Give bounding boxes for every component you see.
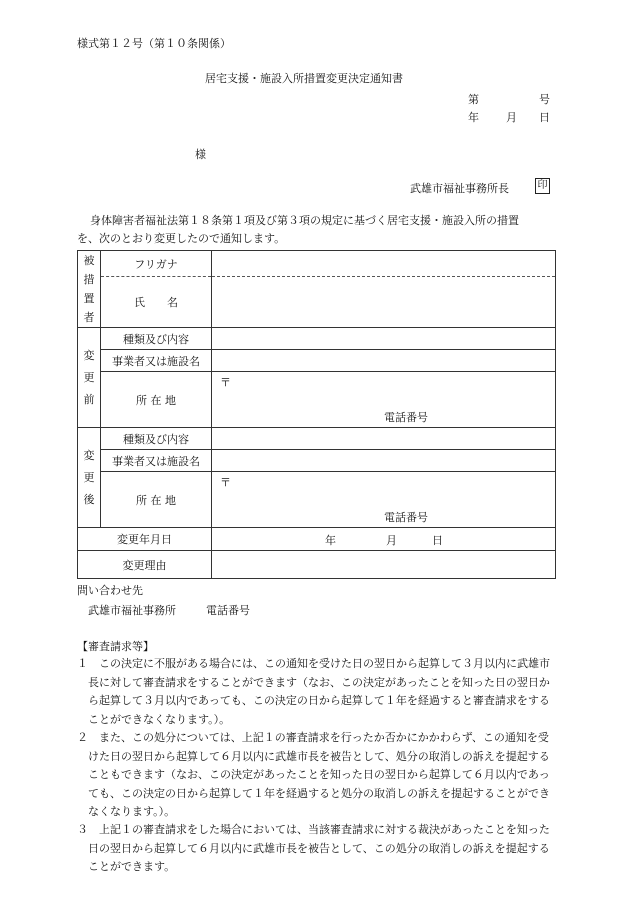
change-date-day: 日 (432, 534, 443, 547)
appeal-item-number: ３ (77, 823, 88, 836)
appeal-item-text: また、この処分については、上記１の審査請求を行ったか否かにかかわらず、この通知を受けた日の翌日から起算して６月以内に武雄市長を被告として、処分の取消しの訴えを提起することもできます（なお、この決定があったことを知った日の翌日から起算して６月以内であっても、この決定の日から起算して１年を経過すると処分の取消しの訴えを提起することができなくなります。）。 (88, 731, 550, 818)
date-month-label: 月 (506, 111, 517, 124)
after-phone-label: 電話番号 (384, 511, 428, 524)
after-location-label: 所 在 地 (101, 472, 212, 528)
appeal-item-number: ２ (77, 731, 88, 744)
notice-form-table (77, 250, 556, 579)
appeal-item-2 (77, 729, 555, 822)
contact-phone-label: 電話番号 (206, 604, 250, 617)
appeal-item-3 (77, 821, 555, 877)
doc-number-prefix: 第 (468, 93, 479, 106)
change-reason-field[interactable] (212, 551, 556, 579)
intro-line-1: 身体障害者福祉法第１８条第１項及び第３項の規定に基づく居宅支援・施設入所の措置 (90, 214, 519, 227)
before-provider-label: 事業者又は施設名 (101, 350, 212, 372)
before-postal-mark: 〒 (220, 376, 231, 389)
furigana-field[interactable] (212, 251, 556, 277)
before-location-label: 所 在 地 (101, 372, 212, 428)
before-phone-label: 電話番号 (384, 411, 428, 424)
change-date-label: 変更年月日 (78, 528, 212, 551)
before-location-field[interactable] (212, 372, 556, 428)
change-date-year: 年 (325, 534, 336, 547)
after-location-field[interactable] (212, 472, 556, 528)
date-day-label: 日 (539, 111, 550, 124)
date-year-label: 年 (468, 111, 479, 124)
after-group-label: 変 更 後 (78, 428, 101, 528)
form-number: 様式第１２号（第１０条関係） (77, 37, 231, 50)
document-title: 居宅支援・施設入所措置変更決定通知書 (205, 72, 403, 85)
recipient-group-label: 被 措 置 者 (78, 251, 101, 328)
addressee-suffix: 様 (195, 148, 206, 161)
appeal-item-text: 上記１の審査請求をした場合においては、当該審査請求に対する裁決があったことを知った日の翌日から起算して６月以内に武雄市長を被告として、この処分の取消しの訴えを提起することができます。 (88, 823, 550, 873)
appeal-item-1 (77, 655, 555, 729)
after-type-content-label: 種類及び内容 (101, 428, 212, 450)
after-postal-mark: 〒 (220, 476, 231, 489)
appeal-item-number: １ (77, 657, 88, 670)
contact-office: 武雄市福祉事務所 (88, 604, 176, 617)
doc-number-suffix: 号 (539, 93, 550, 106)
before-type-content-label: 種類及び内容 (101, 328, 212, 350)
furigana-label: フリガナ (101, 251, 212, 277)
after-type-content-field[interactable] (212, 428, 556, 450)
appeal-heading: 【審査請求等】 (77, 640, 154, 653)
seal-mark: 印 (535, 178, 550, 194)
after-provider-field[interactable] (212, 450, 556, 472)
issuer-name: 武雄市福祉事務所長 (410, 182, 509, 195)
name-field[interactable] (212, 277, 556, 328)
before-provider-field[interactable] (212, 350, 556, 372)
intro-line-2: を、次のとおり変更したので通知します。 (77, 232, 286, 245)
before-type-content-field[interactable] (212, 328, 556, 350)
contact-heading: 問い合わせ先 (77, 584, 143, 597)
after-provider-label: 事業者又は施設名 (101, 450, 212, 472)
change-date-field[interactable] (212, 528, 556, 551)
name-label: 氏 名 (101, 277, 212, 328)
change-reason-label: 変更理由 (78, 551, 212, 579)
appeal-item-text: この決定に不服がある場合には、この通知を受けた日の翌日から起算して３月以内に武雄市長に対して審査請求をすることができます（なお、この決定があったことを知った日の翌日から起算して３月以内であっても、この決定の日から起算して１年を経過すると審査請求をすることができなくなります。）。 (88, 657, 550, 726)
before-group-label: 変 更 前 (78, 328, 101, 428)
change-date-month: 月 (386, 534, 397, 547)
